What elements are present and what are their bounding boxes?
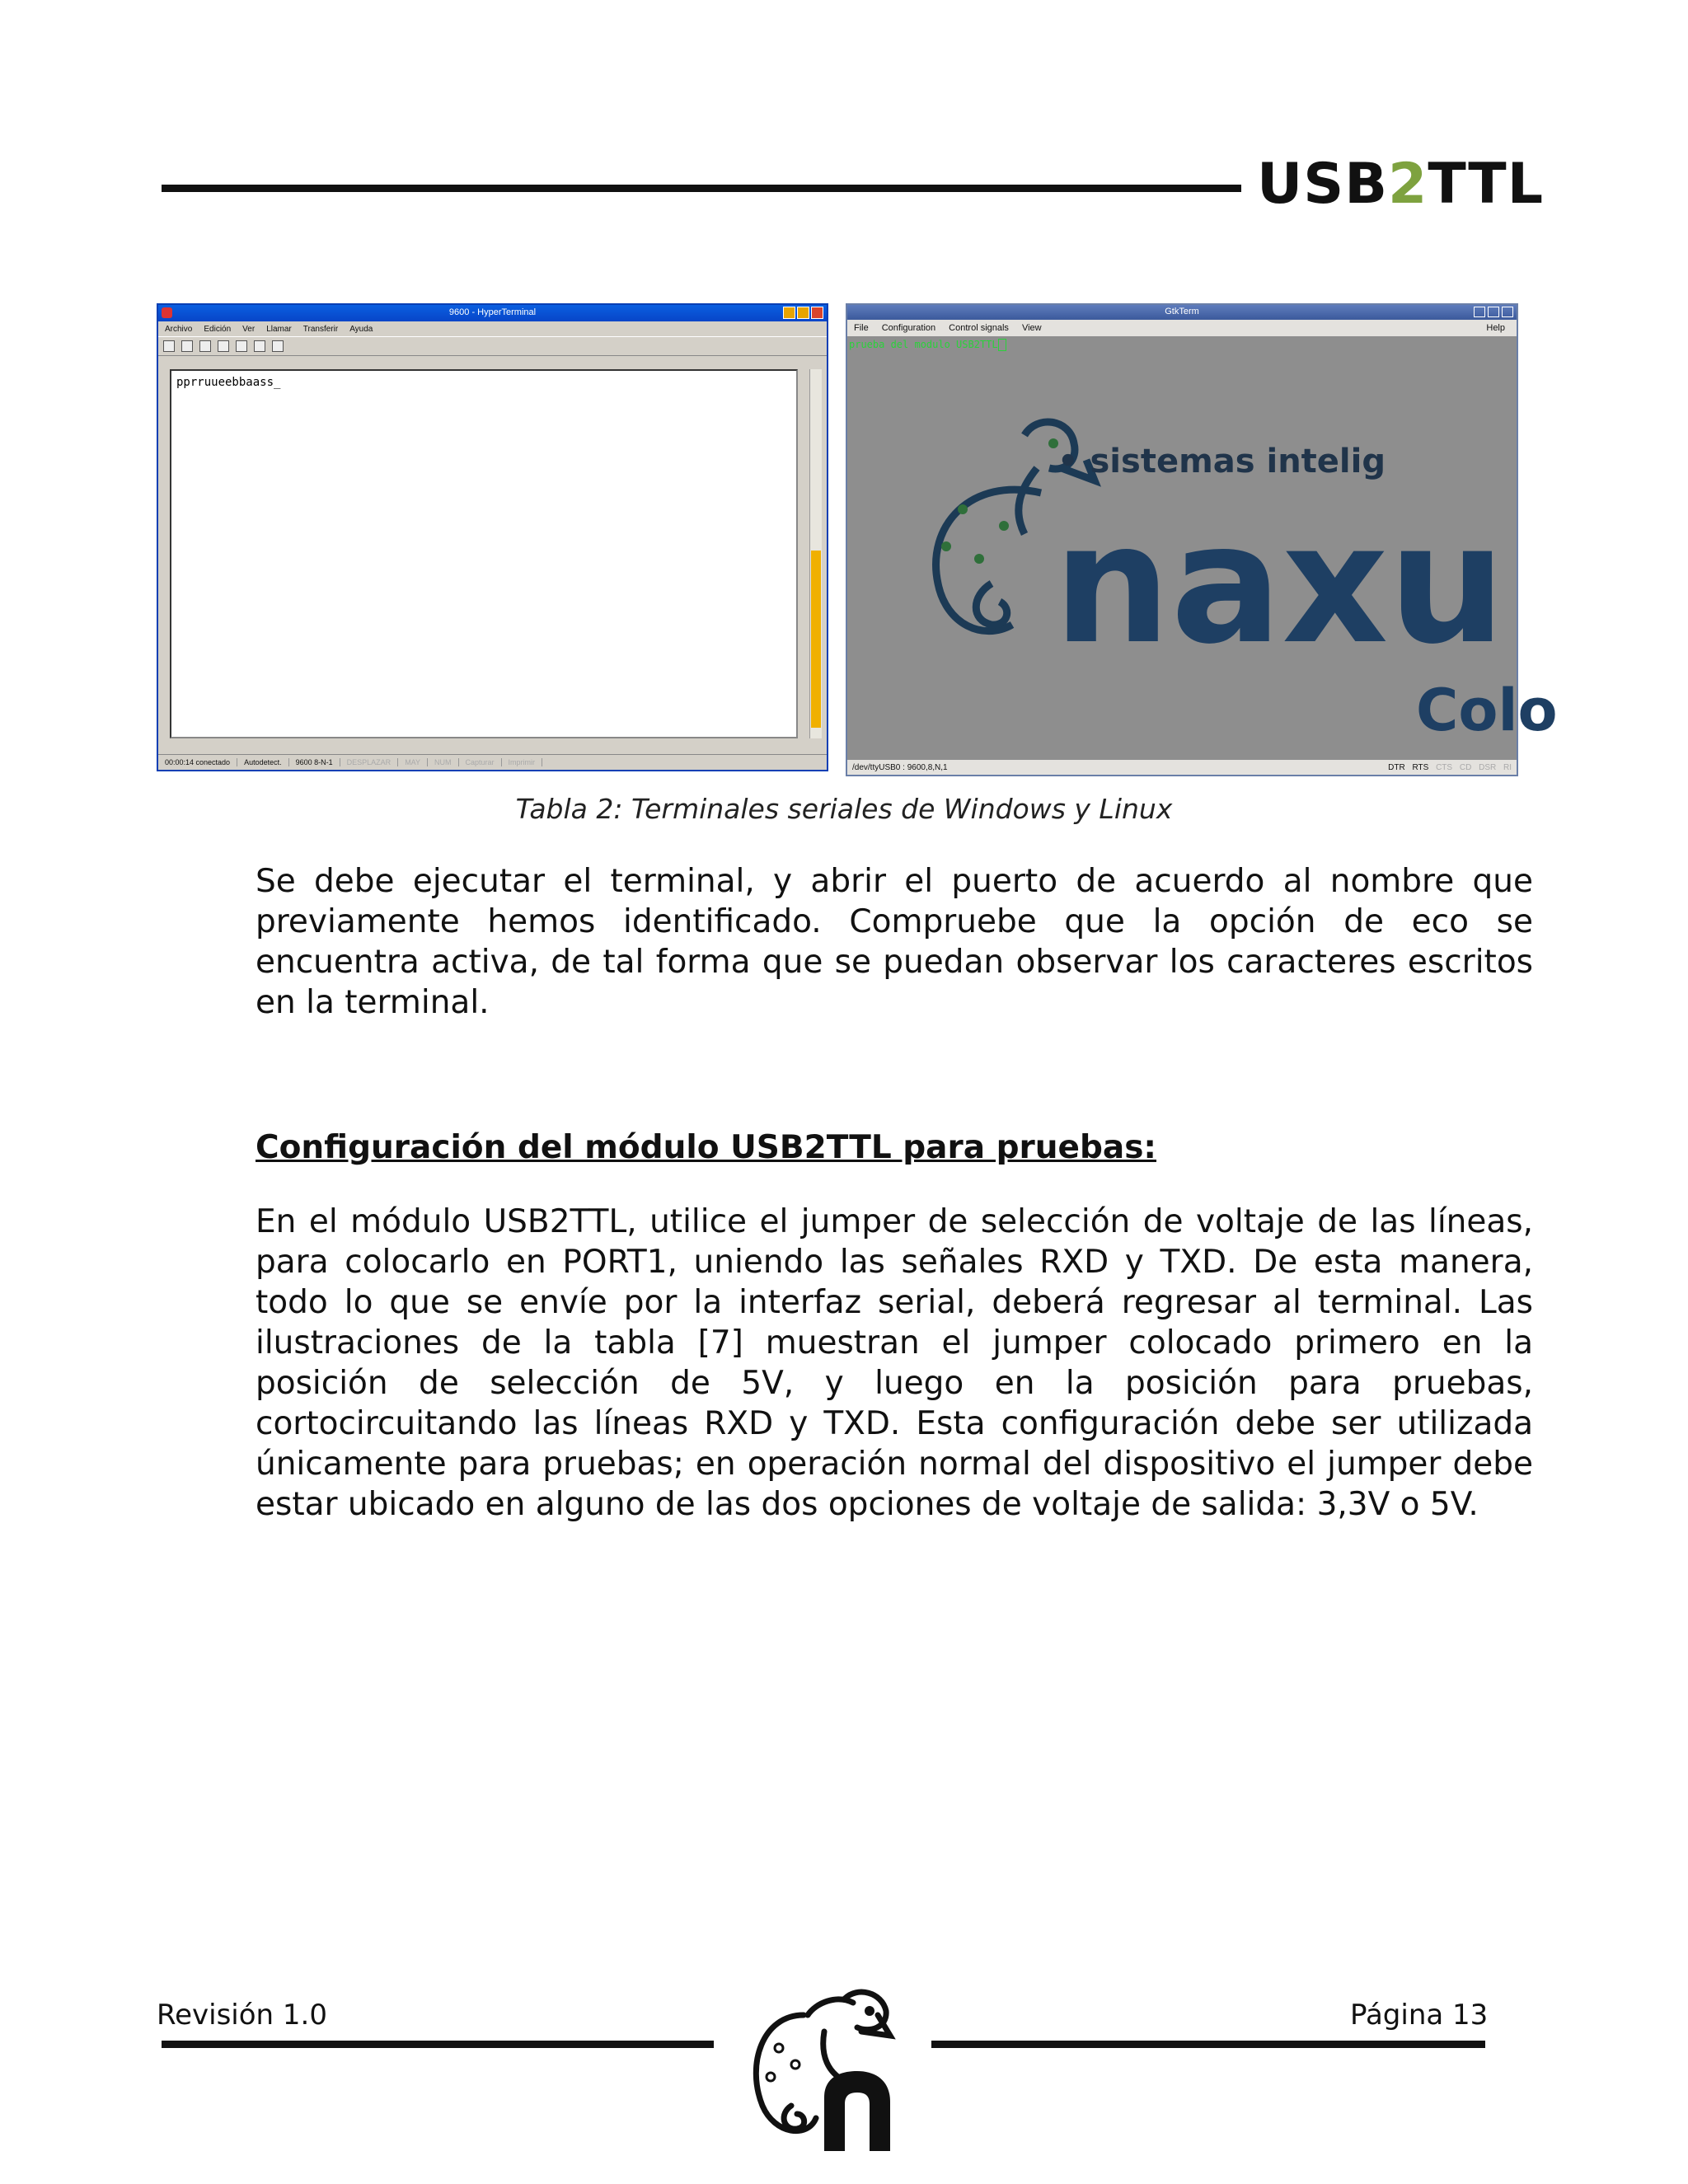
signal-dtr: DTR	[1388, 762, 1405, 772]
hyperterminal-terminal-text: pprruueebbaass_	[176, 376, 281, 389]
hyperterminal-screenshot	[157, 303, 828, 771]
menu-llamar: Llamar	[266, 324, 292, 334]
scrollbar-thumb	[811, 551, 821, 728]
window-controls	[783, 307, 823, 319]
signal-cts: CTS	[1436, 762, 1453, 772]
send-icon	[236, 340, 247, 352]
phone-icon	[199, 340, 211, 352]
hyperterminal-titlebar	[158, 305, 827, 321]
gtkterm-port-status: /dev/ttyUSB0 : 9600,8,N,1	[852, 762, 948, 772]
naxus-logo-sub: Colo	[1416, 677, 1558, 744]
open-folder-icon	[181, 340, 193, 352]
menu-archivo: Archivo	[165, 324, 193, 334]
hyperterminal-toolbar	[158, 336, 827, 356]
menu-ver: Ver	[242, 324, 256, 334]
paragraph-terminal-instructions: Se debe ejecutar el terminal, y abrir el puerto de acuerdo al nombre que previamente hemos identificado. Compruebe que la opción de eco se encuentra activa, de tal forma que se puedan observar los caracteres escritos en la terminal.	[256, 863, 1533, 1021]
menu-configuration: Configuration	[881, 323, 936, 333]
gtkterm-menubar	[847, 320, 1517, 336]
menu-file: File	[854, 323, 869, 333]
disconnect-icon	[218, 340, 229, 352]
naxus-logo-tagline: • sistemas intelig	[1057, 443, 1386, 480]
menu-help: Help	[1486, 323, 1505, 333]
gtkterm-titlebar	[847, 305, 1517, 320]
properties-icon	[272, 340, 284, 352]
hyperterminal-scrollbar	[809, 369, 822, 738]
gtkterm-terminal-line	[849, 339, 1006, 351]
title-part-2: 2	[1388, 152, 1428, 217]
minimize-icon	[783, 307, 795, 319]
status-scroll: DESPLAZAR	[340, 758, 399, 766]
header-rule	[162, 185, 1241, 192]
title-part-ttl: TTL	[1428, 152, 1545, 217]
hyperterminal-statusbar	[158, 754, 827, 770]
terminal-cursor	[998, 339, 1006, 351]
signal-dsr: DSR	[1479, 762, 1497, 772]
hyperterminal-terminal-area	[170, 369, 798, 738]
menu-control-signals: Control signals	[949, 323, 1009, 333]
close-icon	[811, 307, 823, 319]
close-icon	[1502, 307, 1513, 317]
status-num: NUM	[428, 758, 459, 766]
status-capture: Capturar	[459, 758, 502, 766]
table-caption: Tabla 2: Terminales seriales de Windows y Linux	[515, 793, 1173, 825]
footer-rule-left	[162, 2041, 714, 2048]
maximize-icon	[1488, 307, 1499, 317]
footer-rule-right	[931, 2041, 1485, 2048]
naxus-logo-word: naxu	[1053, 489, 1506, 681]
section-heading: Configuración del módulo USB2TTL para pruebas:	[256, 1129, 1157, 1166]
minimize-icon	[1474, 307, 1485, 317]
naxus-background-logo	[847, 336, 1558, 762]
gtkterm-terminal-area	[847, 336, 1558, 760]
title-part-usb: USB	[1257, 152, 1389, 217]
hyperterminal-menubar	[158, 321, 827, 336]
control-signals	[1383, 763, 1512, 772]
gtkterm-window-title: GtkTerm	[1165, 307, 1199, 316]
document-title	[1257, 152, 1545, 217]
new-file-icon	[163, 340, 175, 352]
gtkterm-statusbar	[847, 760, 1517, 775]
menu-transferir: Transferir	[302, 324, 339, 334]
status-autodetect: Autodetect.	[237, 758, 289, 766]
status-caps: MAY	[398, 758, 428, 766]
signal-rts: RTS	[1412, 762, 1429, 772]
gtkterm-screenshot	[846, 303, 1558, 776]
menu-ayuda: Ayuda	[349, 324, 373, 334]
menu-edicion: Edición	[204, 324, 232, 334]
window-controls	[1474, 307, 1513, 317]
status-settings: 9600 8-N-1	[289, 758, 340, 766]
gtkterm-terminal-text: prueba del modulo USB2TTL	[849, 339, 998, 350]
footer-page-number: Página 13	[1350, 1999, 1489, 2032]
hyperterminal-window-title: 9600 - HyperTerminal	[448, 307, 537, 317]
signal-ri: RI	[1503, 762, 1512, 772]
footer-revision: Revisión 1.0	[157, 1999, 327, 2032]
menu-view: View	[1021, 323, 1042, 333]
maximize-icon	[797, 307, 809, 319]
naxus-chameleon-logo-icon	[746, 1982, 911, 2155]
status-print: Imprimir	[502, 758, 543, 766]
status-connected: 00:00:14 conectado	[158, 758, 237, 766]
paragraph-jumper-configuration: En el módulo USB2TTL, utilice el jumper de selección de voltaje de las líneas, para colocarlo en PORT1, uniendo las señales RXD y TXD. De esta manera, todo lo que se envíe por la interfaz serial, deberá regresar al terminal. Las ilustraciones de la tabla [7] muestran el jumper colocado primero en la posición de selección de 5V, y luego en la posición para pruebas, cortocircuitando las líneas RXD y TXD. Esta configuración debe ser utilizada únicamente para pruebas; en operación normal del dispositivo el jumper debe estar ubicado en alguno de las dos opciones de voltaje de salida: 3,3V o 5V.	[256, 1203, 1533, 1523]
receive-icon	[254, 340, 265, 352]
signal-cd: CD	[1459, 762, 1472, 772]
